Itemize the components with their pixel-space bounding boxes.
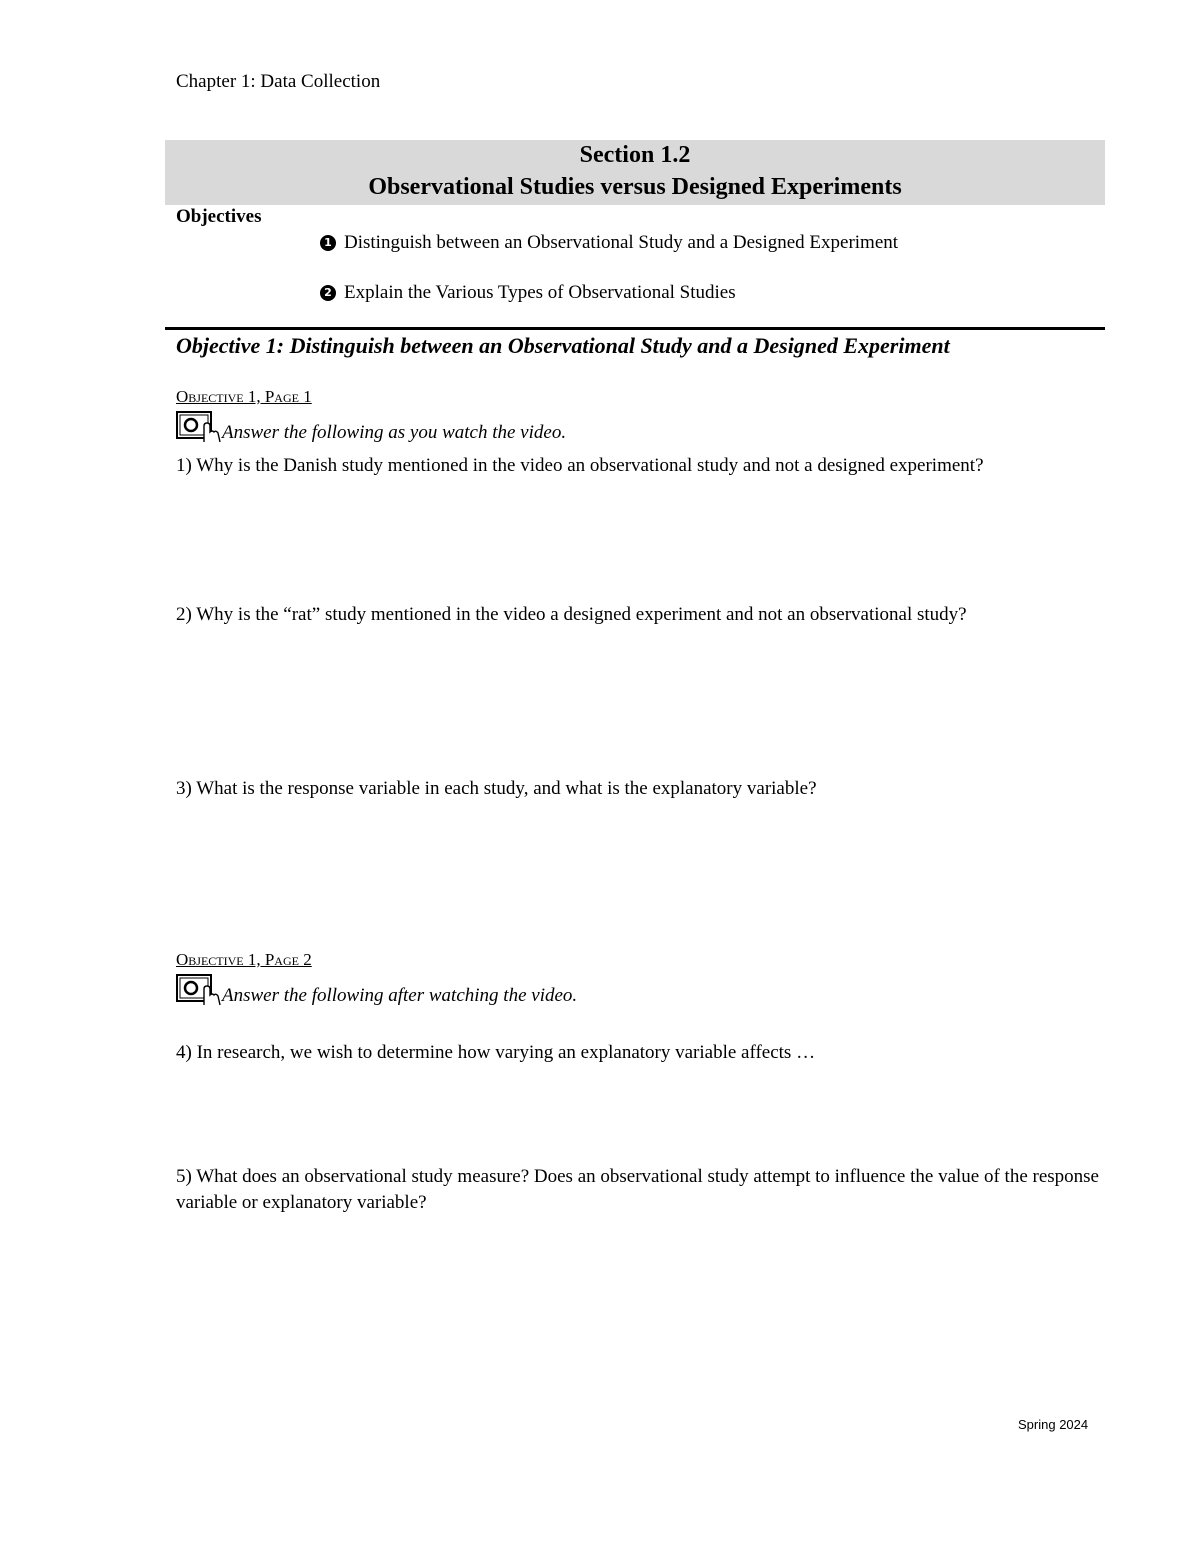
number-one-icon: 1: [320, 235, 336, 251]
objective-item-2: [320, 282, 736, 304]
video-instruction-2: [176, 973, 577, 1007]
objectives-heading: Objectives: [176, 206, 262, 227]
video-instruction-1: [176, 410, 566, 444]
question-3: 3) What is the response variable in each study, and what is the explanatory variable?: [176, 778, 817, 799]
video-play-icon[interactable]: [176, 410, 222, 444]
section-title: Observational Studies versus Designed Experiments: [368, 174, 902, 200]
question-2: 2) Why is the “rat” study mentioned in the video a designed experiment and not an observational study?: [176, 604, 967, 625]
video-instruction-text: Answer the following after watching the video.: [222, 985, 578, 1006]
objective-item-text: Explain the Various Types of Observational Studies: [344, 282, 736, 303]
objective-1-page-2-label: Objective 1, Page 2: [176, 950, 312, 969]
divider-rule: [165, 327, 1105, 330]
question-5: 5) What does an observational study measure? Does an observational study attempt to influence the value of the response variable or explanatory variable?: [176, 1166, 1099, 1213]
objective-item-1: [320, 232, 898, 254]
objective-1-page-1-label: Objective 1, Page 1: [176, 387, 312, 406]
number-two-icon: 2: [320, 285, 336, 301]
objective-1-title: Objective 1: Distinguish between an Observational Study and a Designed Experiment: [176, 333, 950, 358]
footer-term: Spring 2024: [1018, 1417, 1089, 1432]
video-play-icon[interactable]: [176, 973, 222, 1007]
section-number: Section 1.2: [579, 142, 691, 168]
question-1: 1) Why is the Danish study mentioned in the video an observational study and not a designed experiment?: [176, 455, 984, 476]
objective-item-text: Distinguish between an Observational Study and a Designed Experiment: [344, 232, 899, 253]
question-4: 4) In research, we wish to determine how varying an explanatory variable affects …: [176, 1042, 816, 1063]
chapter-header: Chapter 1: Data Collection: [176, 71, 381, 92]
video-instruction-text: Answer the following as you watch the video.: [222, 422, 567, 443]
